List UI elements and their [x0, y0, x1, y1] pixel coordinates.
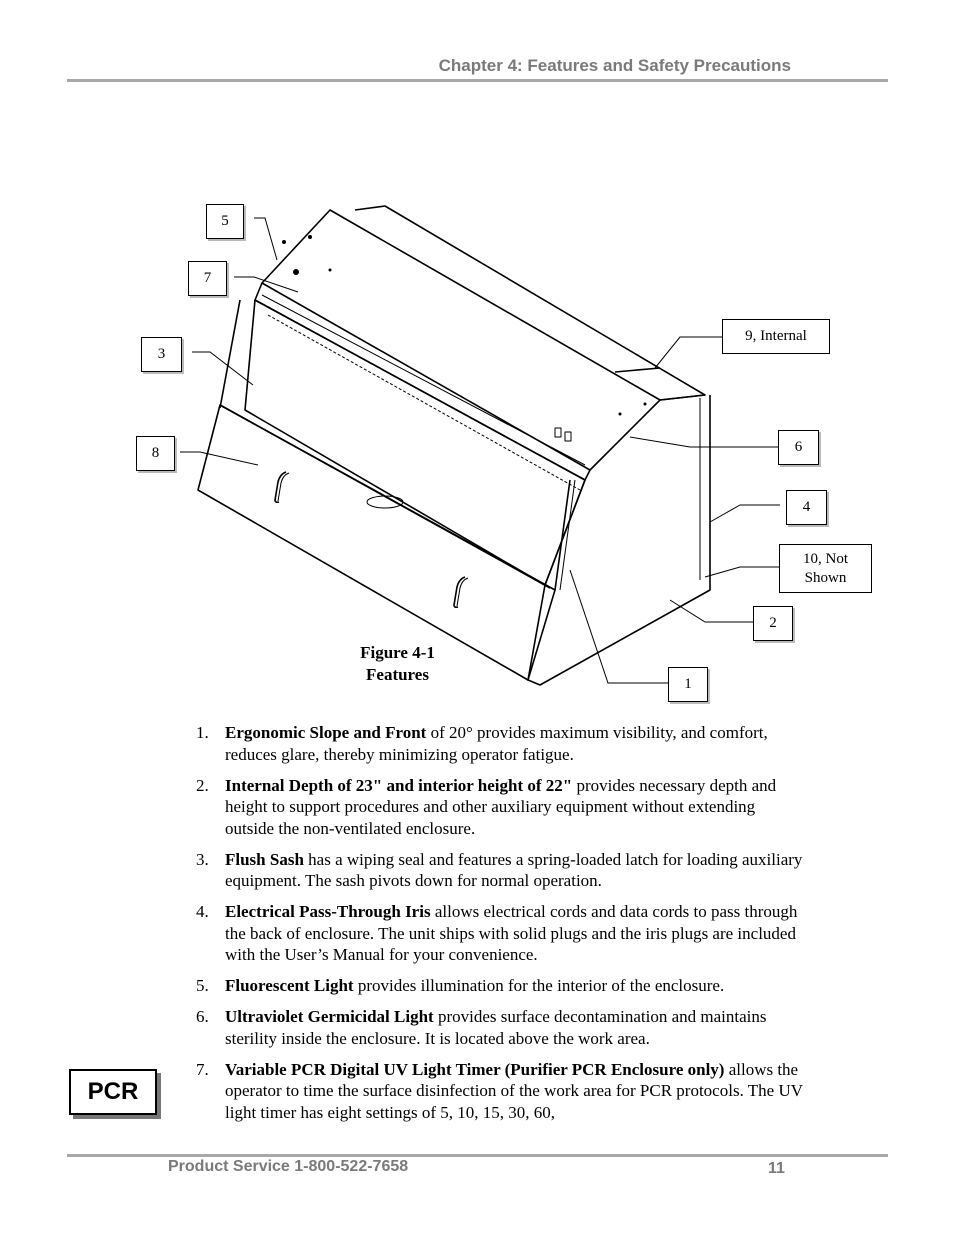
feature-title: Electrical Pass-Through Iris [225, 902, 431, 921]
feature-title: Internal Depth of 23" and interior height of 22" [225, 775, 573, 795]
feature-item [196, 1006, 806, 1049]
callout-1: 1 [668, 667, 708, 702]
callout-10-line1: 10, Not [803, 551, 848, 567]
figure-caption-title: Features [366, 665, 429, 684]
callout-4: 4 [786, 490, 827, 525]
feature-description: allows the operator to time the surface disinfection of the work area for PCR protocols. The UV light timer has eight settings of 5, 10, 15, 30, 60, [225, 1059, 803, 1122]
feature-item [196, 975, 806, 997]
feature-title: Ultraviolet Germicidal Light [225, 1007, 434, 1026]
figure-caption [330, 642, 465, 686]
feature-item [196, 849, 806, 892]
feature-item [196, 1059, 806, 1124]
item-number: 4. [196, 902, 209, 921]
product-service-phone: Product Service 1-800-522-7658 [168, 1158, 409, 1175]
chapter-header: Chapter 4: Features and Safety Precautions [438, 56, 791, 75]
item-number: 6. [196, 1007, 209, 1026]
page-number: 11 [768, 1160, 785, 1177]
header-rule [67, 79, 888, 82]
feature-title: Variable PCR Digital UV Light Timer (Purifier PCR Enclosure only) [225, 1059, 725, 1079]
feature-title: Flush Sash [225, 849, 304, 869]
callout-3: 3 [141, 337, 182, 372]
callout-9-internal: 9, Internal [722, 319, 830, 354]
item-number: 7. [196, 1059, 209, 1079]
callout-5: 5 [206, 204, 244, 239]
feature-item [196, 901, 806, 966]
feature-description: allows electrical cords and data cords to pass through the back of enclosure. The unit ships with solid plugs and the iris plugs are included with the User’s Manual for your convenience. [225, 902, 798, 964]
footer-rule [67, 1154, 888, 1157]
feature-list [196, 722, 806, 1133]
item-number: 3. [196, 849, 209, 869]
feature-description: provides illumination for the interior of the enclosure. [353, 976, 725, 995]
item-number: 5. [196, 976, 209, 995]
feature-item [196, 775, 806, 840]
callout-10-not-shown [779, 544, 872, 593]
callout-10-line2: Shown [804, 570, 847, 586]
pcr-badge: PCR [69, 1069, 157, 1115]
feature-description: provides surface decontamination and maintains sterility inside the enclosure. It is located above the work area. [225, 1007, 767, 1048]
feature-description: provides necessary depth and height to support procedures and other auxiliary equipment without extending outside the non-ventilated enclosure. [225, 775, 777, 838]
callout-7: 7 [188, 261, 227, 296]
figure-caption-number: Figure 4-1 [360, 643, 435, 662]
callout-2: 2 [753, 606, 793, 641]
feature-title: Ergonomic Slope and Front [225, 723, 427, 742]
feature-description: has a wiping seal and features a spring-loaded latch for loading auxiliary equipment. The sash pivots down for normal operation. [225, 849, 803, 890]
callout-6: 6 [778, 430, 819, 465]
item-number: 2. [196, 775, 209, 795]
feature-description: of 20° provides maximum visibility, and comfort, reduces glare, thereby minimizing operator fatigue. [225, 723, 768, 764]
feature-item [196, 722, 806, 765]
item-number: 1. [196, 723, 209, 742]
feature-title: Fluorescent Light [225, 976, 354, 995]
callout-8: 8 [136, 436, 175, 471]
